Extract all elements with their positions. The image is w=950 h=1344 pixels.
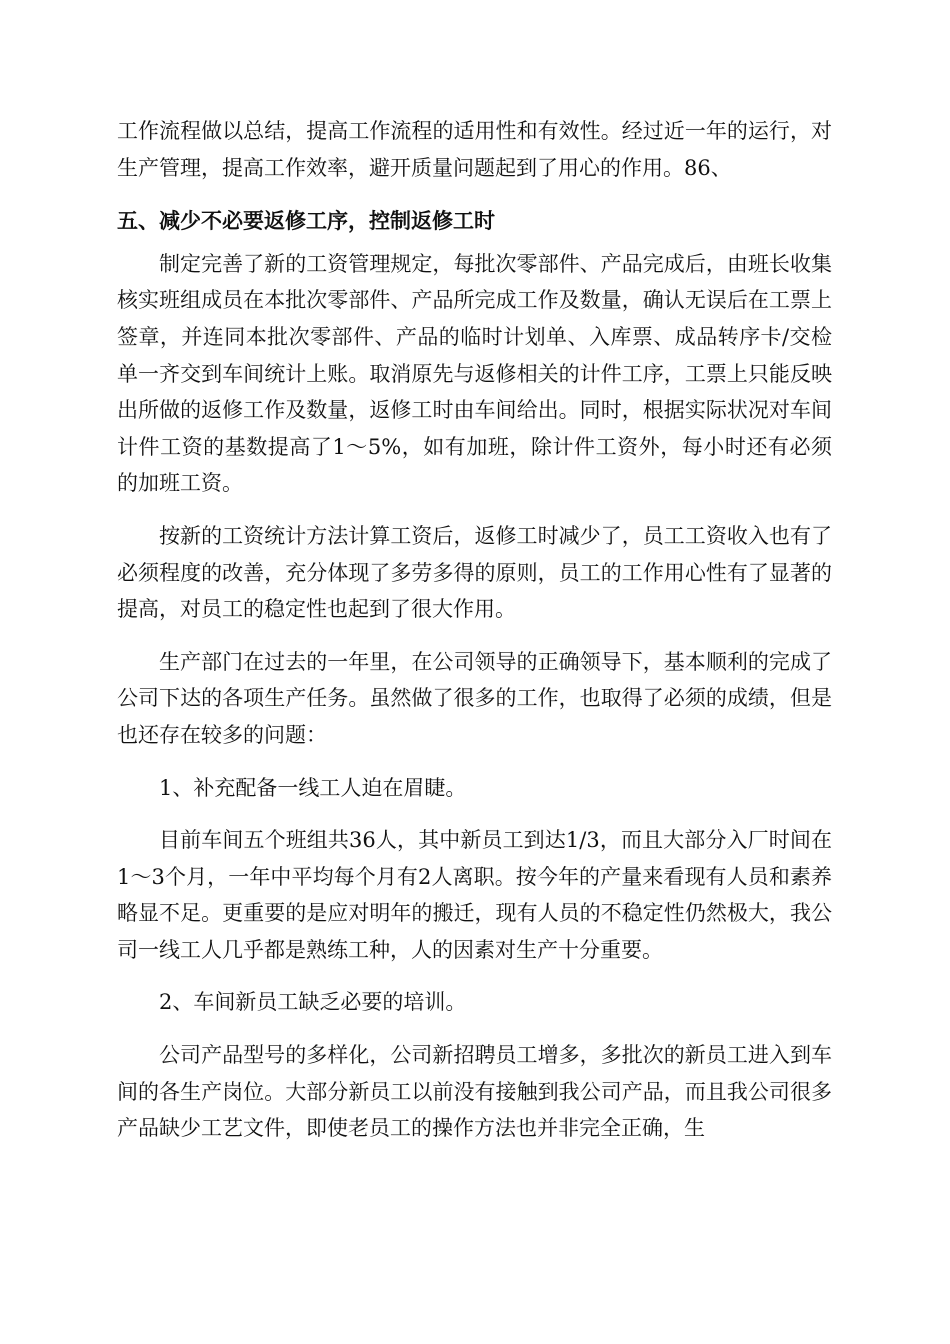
paragraph-summary: 生产部门在过去的一年里，在公司领导的正确领导下，基本顺利的完成了公司下达的各项生产任务。虽然做了很多的工作，也取得了必须的成绩，但是也还存在较多的问题： <box>117 649 832 747</box>
paragraph-wage-result: 按新的工资统计方法计算工资后，返修工时减少了，员工工资收入也有了必须程度的改善，充分体现了多劳多得的原则，员工的工作用心性有了显著的提高，对员工的稳定性也起到了很大作用。 <box>117 523 832 622</box>
paragraph-item-1: 目前车间五个班组共36人，其中新员工到达1/3，而且大部分入厂时间在1～3个月，一年中平均每个月有2人离职。按今年的产量来看现有人员和素养略显不足。更重要的是应对明年的搬迁，现有人员的不稳定性仍然极大，我公司一线工人几乎都是熟练工种，人的因素对生产十分重要。 <box>117 828 832 962</box>
list-item-2: 2、车间新员工缺乏必要的培训。 <box>159 990 467 1015</box>
list-item-1: 1、补充配备一线工人迫在眉睫。 <box>159 775 467 800</box>
paragraph-item-2: 公司产品型号的多样化，公司新招聘员工增多，多批次的新员工进入到车间的各生产岗位。大部分新员工以前没有接触到我公司产品，而且我公司很多产品缺少工艺文件，即使老员工的操作方法也并非完全正确，生 <box>117 1043 832 1141</box>
document-body <box>117 113 832 1147</box>
section-heading-5: 五、减少不必要返修工序，控制返修工时 <box>117 209 495 234</box>
paragraph-wage-rule: 制定完善了新的工资管理规定，每批次零部件、产品完成后，由班长收集核实班组成员在本批次零部件、产品所完成工作及数量，确认无误后在工票上签章，并连同本批次零部件、产品的临时计划单、入库票、成品转序卡/交检单一齐交到车间统计上账。取消原先与返修相关的计件工序，工票上只能反映出所做的返修工作及数量，返修工时由车间给出。同时，根据实际状况对车间计件工资的基数提高了1～5%，如有加班，除计件工资外，每小时还有必须的加班工资。 <box>117 251 832 496</box>
paragraph-intro: 工作流程做以总结，提高工作流程的适用性和有效性。经过近一年的运行，对生产管理，提高工作效率，避开质量问题起到了用心的作用。86、 <box>117 119 832 180</box>
